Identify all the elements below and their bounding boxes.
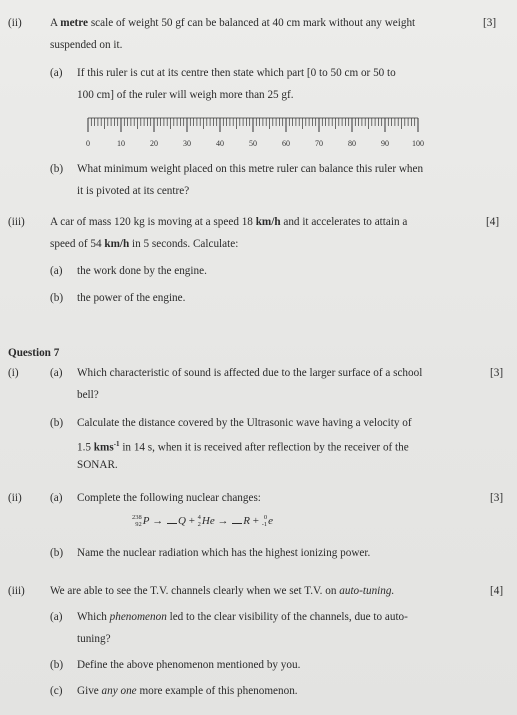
- sub-question-text: 1.5 kms$^{-1}$ in 14 s, when it is received after reflection by the receiver of the: [77, 440, 409, 454]
- sub-label: (a): [50, 611, 63, 623]
- question-number: (ii): [8, 492, 22, 504]
- marks: [3]: [483, 17, 497, 29]
- marks: [3]: [490, 492, 504, 504]
- sub-question-text: the power of the engine.: [77, 292, 186, 304]
- question-text: A car of mass 120 kg is moving at a speed 18 km/h and it accelerates to attain a: [50, 216, 408, 228]
- sub-label: (b): [50, 547, 64, 559]
- blank-slot: [167, 514, 177, 524]
- sub-question-text: Calculate the distance covered by the Ultrasonic wave having a velocity of: [77, 417, 412, 429]
- sub-question-text: Name the nuclear radiation which has the highest ionizing power.: [77, 547, 371, 559]
- marks: [3]: [490, 367, 504, 379]
- sub-label: (b): [50, 292, 64, 304]
- ruler-label: 0: [86, 139, 90, 148]
- section-heading: Question 7: [8, 347, 60, 359]
- sub-question-text: 100 cm] of the ruler will weigh more than 25 gf.: [77, 89, 294, 101]
- sub-label: (a): [50, 67, 63, 79]
- ruler-label: 50: [249, 139, 257, 148]
- ruler-label: 70: [315, 139, 323, 148]
- sub-question-text: What minimum weight placed on this metre ruler can balance this ruler when: [77, 163, 424, 175]
- metre-ruler-figure: [84, 116, 424, 152]
- sub-label: (a): [50, 367, 63, 379]
- question-text: A metre scale of weight 50 gf can be balanced at 40 cm mark without any weight: [50, 17, 416, 29]
- question-number: (iii): [8, 585, 25, 597]
- sub-label: (a): [50, 492, 63, 504]
- nuclear-equation: 238 92P → Q + 4 2He → R + 0 -1e: [132, 514, 273, 529]
- sub-label: (c): [50, 685, 63, 697]
- marks: [4]: [490, 585, 504, 597]
- sub-question-text: Which phenomenon led to the clear visibility of the channels, due to auto-: [77, 611, 408, 623]
- ruler-label: 90: [381, 139, 389, 148]
- ruler-label: 100: [412, 139, 424, 148]
- blank-slot: [232, 514, 242, 524]
- sub-question-text: Complete the following nuclear changes:: [77, 492, 261, 504]
- ruler-label: 80: [348, 139, 356, 148]
- sub-label: (b): [50, 163, 64, 175]
- sub-question-text: tuning?: [77, 633, 111, 645]
- ruler-label: 20: [150, 139, 158, 148]
- sub-question-text: Which characteristic of sound is affected due to the larger surface of a school: [77, 367, 423, 379]
- ruler-label: 40: [216, 139, 224, 148]
- question-text: We are able to see the T.V. channels clearly when we set T.V. on auto-tuning.: [50, 585, 395, 597]
- sub-question-text: the work done by the engine.: [77, 265, 207, 277]
- marks: [4]: [486, 216, 500, 228]
- sub-label: (a): [50, 265, 63, 277]
- sub-label: (b): [50, 659, 64, 671]
- ruler-label: 10: [117, 139, 125, 148]
- sub-label: (b): [50, 417, 64, 429]
- sub-question-text: Define the above phenomenon mentioned by you.: [77, 659, 301, 671]
- question-number: (iii): [8, 216, 25, 228]
- sub-question-text: bell?: [77, 389, 99, 401]
- sub-question-text: Give any one more example of this phenomenon.: [77, 685, 298, 697]
- question-text: speed of 54 km/h in 5 seconds. Calculate:: [50, 238, 239, 250]
- question-text: suspended on it.: [50, 39, 123, 51]
- sub-question-text: SONAR.: [77, 459, 118, 471]
- question-number: (ii): [8, 17, 22, 29]
- sub-question-text: it is pivoted at its centre?: [77, 185, 190, 197]
- ruler-label: 60: [282, 139, 290, 148]
- question-number: (i): [8, 367, 19, 379]
- ruler-label: 30: [183, 139, 191, 148]
- sub-question-text: If this ruler is cut at its centre then state which part [0 to 50 cm or 50 to: [77, 67, 396, 79]
